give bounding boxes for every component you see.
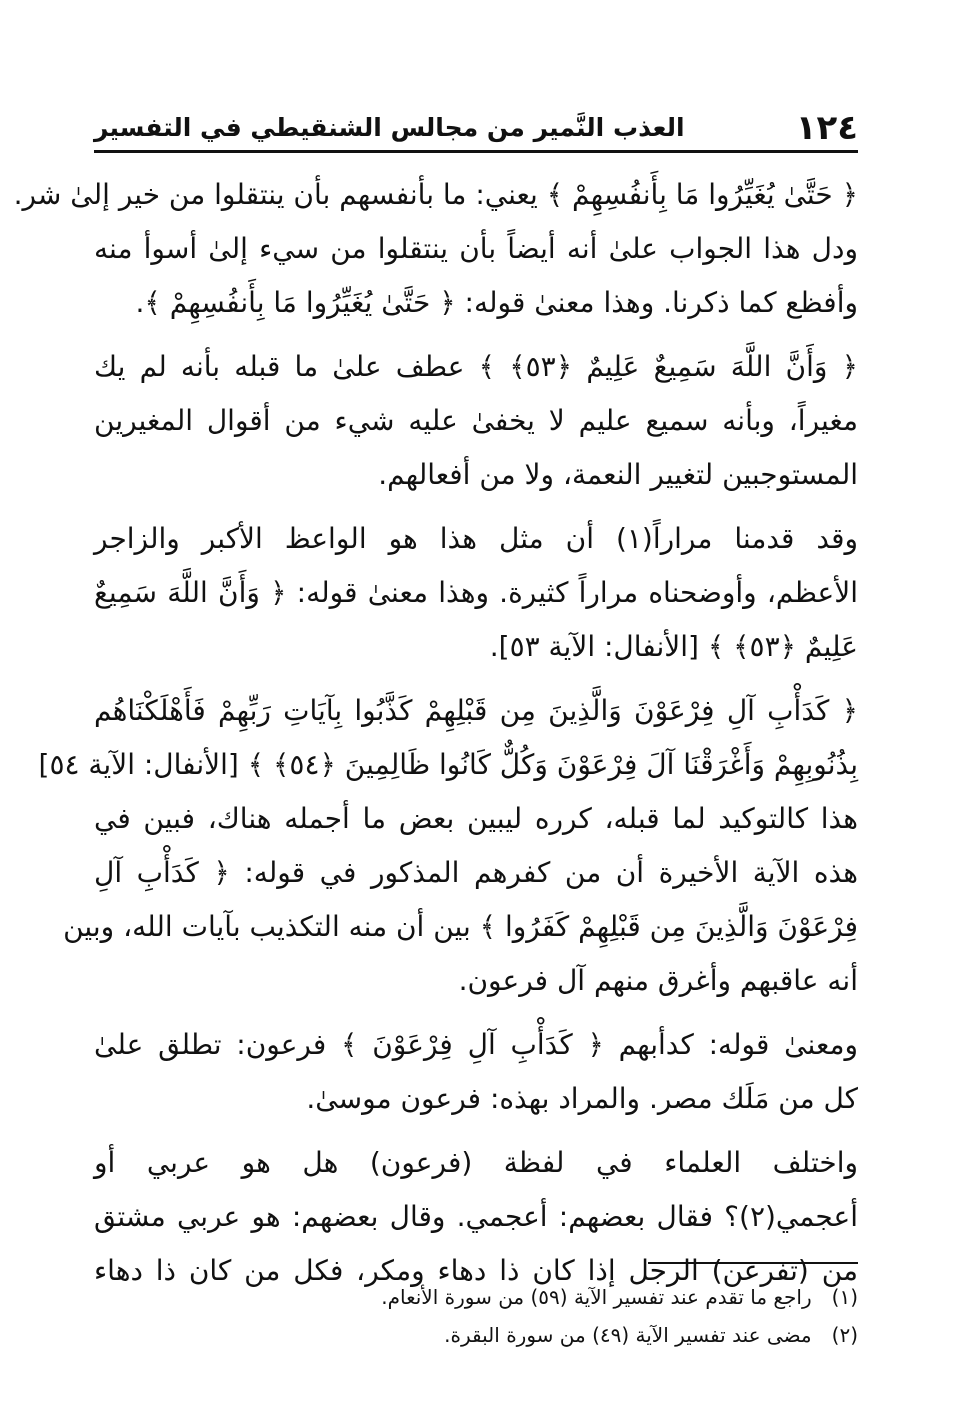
paragraph-4 bbox=[38, 684, 858, 1008]
page-header bbox=[94, 104, 858, 148]
text-line: ومعنىٰ قوله: كدأبهم ﴿ كَدَأْبِ آلِ فِرْعَوْنَ ﴾ فرعون: تطلق علىٰ bbox=[94, 1028, 858, 1061]
paragraph-3 bbox=[94, 512, 858, 674]
running-title: العذب النَّمير من مجالس الشنقيطي في التفسير bbox=[94, 113, 685, 142]
footnote-text: مضى عند تفسير الآية (٤٩) من سورة البقرة. bbox=[444, 1323, 812, 1347]
footnote-2 bbox=[94, 1316, 858, 1354]
paragraph-1 bbox=[13, 168, 858, 330]
footnote-rule bbox=[648, 1262, 858, 1264]
text-line: ﴿ وَأَنَّ اللَّهَ سَمِيعٌ عَلِيمٌ ﴿٥٣﴾ ﴾ عطف علىٰ ما قبله بأنه لم يك bbox=[94, 350, 858, 383]
text-line: المستوجبين لتغيير النعمة، ولا من أفعالهم. bbox=[378, 458, 858, 491]
text-line: كل من مَلَك مصر. والمراد بهذه: فرعون موسىٰ. bbox=[306, 1082, 858, 1115]
text-line: واختلف العلماء في لفظة (فرعون) هل هو عربي أو bbox=[94, 1146, 858, 1179]
page-number: ١٢٤ bbox=[795, 108, 858, 148]
text-line: هذه الآية الأخيرة أن من كفرهم المذكور في قوله: ﴿ كَدَأْبِ آلِ bbox=[94, 856, 858, 889]
footnotes bbox=[94, 1278, 858, 1354]
paragraph-2 bbox=[94, 340, 858, 502]
footnote-text: راجع ما تقدم عند تفسير الآية (٥٩) من سورة الأنعام. bbox=[381, 1285, 812, 1309]
text-line: وأفظع كما ذكرنا. وهذا معنىٰ قوله: ﴿ حَتَّىٰ يُغَيِّرُوا مَا بِأَنفُسِهِمْ ﴾. bbox=[135, 286, 858, 319]
text-line: عَلِيمٌ ﴿٥٣﴾ ﴾ [الأنفال: الآية ٥٣]. bbox=[489, 630, 858, 663]
text-line: من (تفرعن) الرجل إذا كان ذا دهاء ومكر، فكل من كان ذا دهاء bbox=[94, 1254, 858, 1287]
header-rule bbox=[94, 150, 858, 153]
page-body bbox=[13, 168, 858, 1308]
text-line: ﴿ كَدَأْبِ آلِ فِرْعَوْنَ وَالَّذِينَ مِن قَبْلِهِمْ كَذَّبُوا بِآيَاتِ رَبِّهِمْ فَأَهْلَكْنَاهُم bbox=[94, 694, 858, 727]
text-line: وقد قدمنا مراراً(١) أن مثل هذا هو الواعظ الأكبر والزاجر bbox=[94, 522, 858, 555]
footnote-number: (١) bbox=[831, 1285, 858, 1309]
text-line: ﴿ حَتَّىٰ يُغَيِّرُوا مَا بِأَنفُسِهِمْ ﴾ يعني: ما بأنفسهم بأن ينتقلوا من خير إلىٰ شر. bbox=[13, 178, 858, 211]
paragraph-6 bbox=[94, 1136, 858, 1298]
text-line: مغيراً، وبأنه سميع عليم لا يخفىٰ عليه شيء من أقوال المغيرين bbox=[94, 404, 858, 437]
footnote-number: (٢) bbox=[831, 1323, 858, 1347]
text-line: هذا كالتوكيد لما قبله، كرره ليبين بعض ما أجمله هناك، فبين في bbox=[94, 802, 858, 835]
footnote-1 bbox=[94, 1278, 858, 1316]
text-line: بِذُنُوبِهِمْ وَأَغْرَقْنَا آلَ فِرْعَوْنَ وَكُلٌّ كَانُوا ظَالِمِينَ ﴿٥٤﴾ ﴾ [الأنفال: الآية ٥٤] bbox=[38, 748, 858, 781]
text-line: أنه عاقبهم وأغرق منهم آل فرعون. bbox=[458, 964, 858, 997]
text-line: ودل هذا الجواب علىٰ أنه أيضاً بأن ينتقلوا من سيء إلىٰ أسوأ منه bbox=[94, 232, 858, 265]
paragraph-5 bbox=[94, 1018, 858, 1126]
text-line: فِرْعَوْنَ وَالَّذِينَ مِن قَبْلِهِمْ كَفَرُوا ﴾ بين أن منه التكذيب بآيات الله، وبين bbox=[63, 910, 858, 943]
text-line: الأعظم، وأوضحناه مراراً كثيرة. وهذا معنىٰ قوله: ﴿ وَأَنَّ اللَّهَ سَمِيعٌ bbox=[94, 576, 858, 609]
text-line: أعجمي(٢)؟ فقال بعضهم: أعجمي. وقال بعضهم: هو عربي مشتق bbox=[94, 1200, 858, 1233]
